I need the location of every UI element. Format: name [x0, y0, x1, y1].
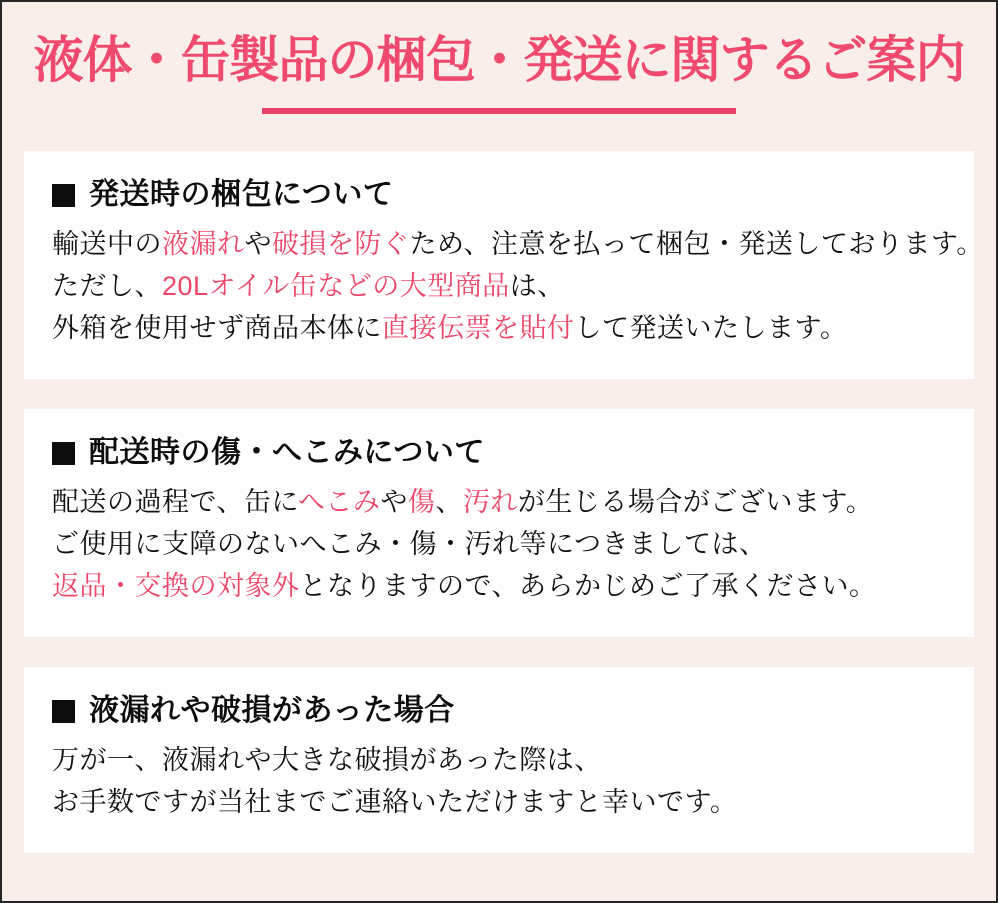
section-heading [52, 693, 946, 729]
plain-text: となりますので、あらかじめご了承ください。 [299, 571, 877, 601]
body-line [52, 481, 946, 523]
square-bullet-icon [52, 442, 75, 465]
plain-text: ご使用に支障のないへこみ・傷・汚れ等につきましては、 [52, 529, 767, 559]
plain-text: ただし、 [52, 271, 162, 301]
page-title: 液体・缶製品の梱包・発送に関するご案内 [33, 32, 965, 88]
plain-text: が生じる場合がございます。 [517, 487, 874, 517]
section-heading [52, 177, 946, 213]
plain-text: お手数ですが当社までご連絡いただけますと幸いです。 [52, 787, 738, 817]
body-line [52, 565, 946, 607]
accent-text: 汚れ [462, 487, 518, 517]
plain-text: や [380, 487, 408, 517]
plain-text: 万が一、液漏れや大きな破損があった際は、 [52, 745, 602, 775]
section-heading-label: 配送時の傷・へこみについて [89, 436, 485, 469]
square-bullet-icon [52, 700, 75, 723]
title-underline [262, 108, 736, 114]
section-heading-label: 液漏れや破損があった場合 [89, 694, 455, 727]
accent-text: 傷 [407, 487, 436, 517]
square-bullet-icon [52, 184, 75, 207]
body-line [52, 781, 946, 823]
accent-text: 破損を防ぐ [272, 229, 410, 259]
body-line [52, 739, 946, 781]
accent-text: 直接伝票を貼付 [382, 313, 575, 343]
accent-text: へこみ [297, 487, 381, 517]
plain-text: 配送の過程で、缶に [52, 487, 298, 517]
section-leak-or-damage-case [24, 667, 974, 853]
accent-text: 返品・交換の対象外 [52, 571, 300, 601]
body-line [52, 307, 946, 349]
plain-text: は、 [509, 271, 565, 301]
section-heading [52, 435, 946, 471]
plain-text: 、 [435, 487, 463, 517]
body-line [52, 523, 946, 565]
section-heading-label: 発送時の梱包について [89, 178, 394, 211]
body-line [52, 223, 984, 265]
plain-text: や [244, 229, 272, 259]
section-dents-scratches-in-transit [24, 409, 974, 637]
plain-text: して発送いたします。 [574, 313, 848, 343]
plain-text: 輸送中の [52, 229, 162, 259]
body-line [52, 265, 946, 307]
accent-text: 液漏れ [162, 229, 245, 259]
accent-text: 20Lオイル缶などの大型商品 [162, 271, 510, 301]
section-packing-on-shipment [24, 151, 984, 379]
plain-text: 外箱を使用せず商品本体に [52, 313, 382, 343]
plain-text: ため、注意を払って梱包・発送しております。 [409, 229, 984, 259]
